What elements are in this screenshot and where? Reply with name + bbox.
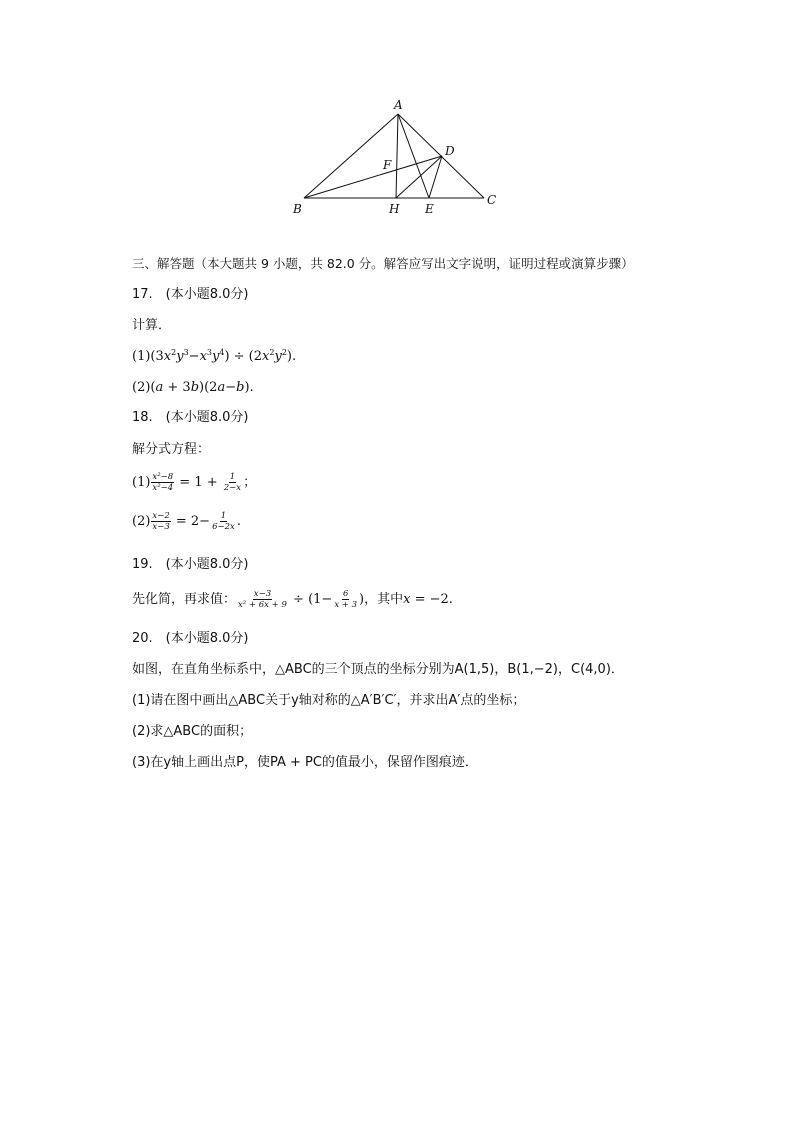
- q20-intro: 如图，在直角坐标系中，△ABC的三个顶点的坐标分别为A(1,5)，B(1,−2)，C(4,0)．: [132, 662, 624, 677]
- label-f: F: [383, 158, 392, 172]
- segment-ae: [398, 114, 429, 198]
- q19-expression: 先化简，再求值： $\frac{x-3}{\text{x² + 6x + 9}}$ ÷ (1− $\frac{6}{x + 3}$ )，其中x = −2.: [132, 589, 453, 610]
- q17-part1: $(1)(3x^2y^3-x^3y^4) \div (2x^2y^2)$.: [132, 348, 297, 364]
- q17-part2: (2)(a + 3b)(2a−b).: [132, 380, 254, 395]
- q18-header: 18. (本小题8.0分): [132, 410, 249, 425]
- fraction: $\frac{1}{2-x}$: [223, 472, 242, 493]
- q17-header: 17. (本小题8.0分): [132, 287, 249, 302]
- fraction: $\frac{\text{x²−8}}{\text{x²−4}}$: [152, 472, 174, 493]
- label-c: C: [487, 193, 497, 207]
- fraction: $\frac{x-2}{x-3}$: [152, 511, 170, 532]
- fraction: $\frac{x-3}{\text{x² + 6x + 9}}$: [238, 589, 287, 610]
- segment-ab: [304, 114, 398, 198]
- triangle-figure: [290, 92, 510, 220]
- q20-part1: (1)请在图中画出△ABC关于y轴对称的△A′B′C′，并求出A′点的坐标；: [132, 693, 526, 708]
- q20-part3: (3)在y轴上画出点P，使PA + PC的值最小，保留作图痕迹．: [132, 755, 478, 770]
- section-title: 三、解答题（本大题共 9 小题，共 82.0 分。解答应写出文字说明，证明过程或演算步骤）: [132, 256, 634, 271]
- label-b: B: [293, 202, 302, 216]
- triangle-diagram: [290, 92, 510, 220]
- label-h: H: [389, 202, 400, 216]
- q19-header: 19. (本小题8.0分): [132, 557, 249, 572]
- q20-part2: (2)求△ABC的面积；: [132, 724, 253, 739]
- q18-part1: (1) $\frac{\text{x²−8}}{\text{x²−4}}$ = 1 + $\frac{1}{2-x}$ ；: [132, 472, 257, 493]
- fraction: $\frac{6}{x + 3}$: [334, 589, 358, 610]
- label-a: A: [394, 98, 403, 112]
- q20-header: 20. (本小题8.0分): [132, 631, 249, 646]
- q17-instruction: 计算．: [132, 318, 172, 333]
- fraction: $\frac{1}{6-2x}$: [212, 511, 235, 532]
- segment-ah: [396, 114, 398, 198]
- label-d: D: [445, 144, 455, 158]
- q18-instruction: 解分式方程：: [132, 442, 211, 457]
- q18-part2: (2) $\frac{x-2}{x-3}$ = 2− $\frac{1}{6-2x}$ .: [132, 511, 241, 532]
- label-e: E: [425, 202, 434, 216]
